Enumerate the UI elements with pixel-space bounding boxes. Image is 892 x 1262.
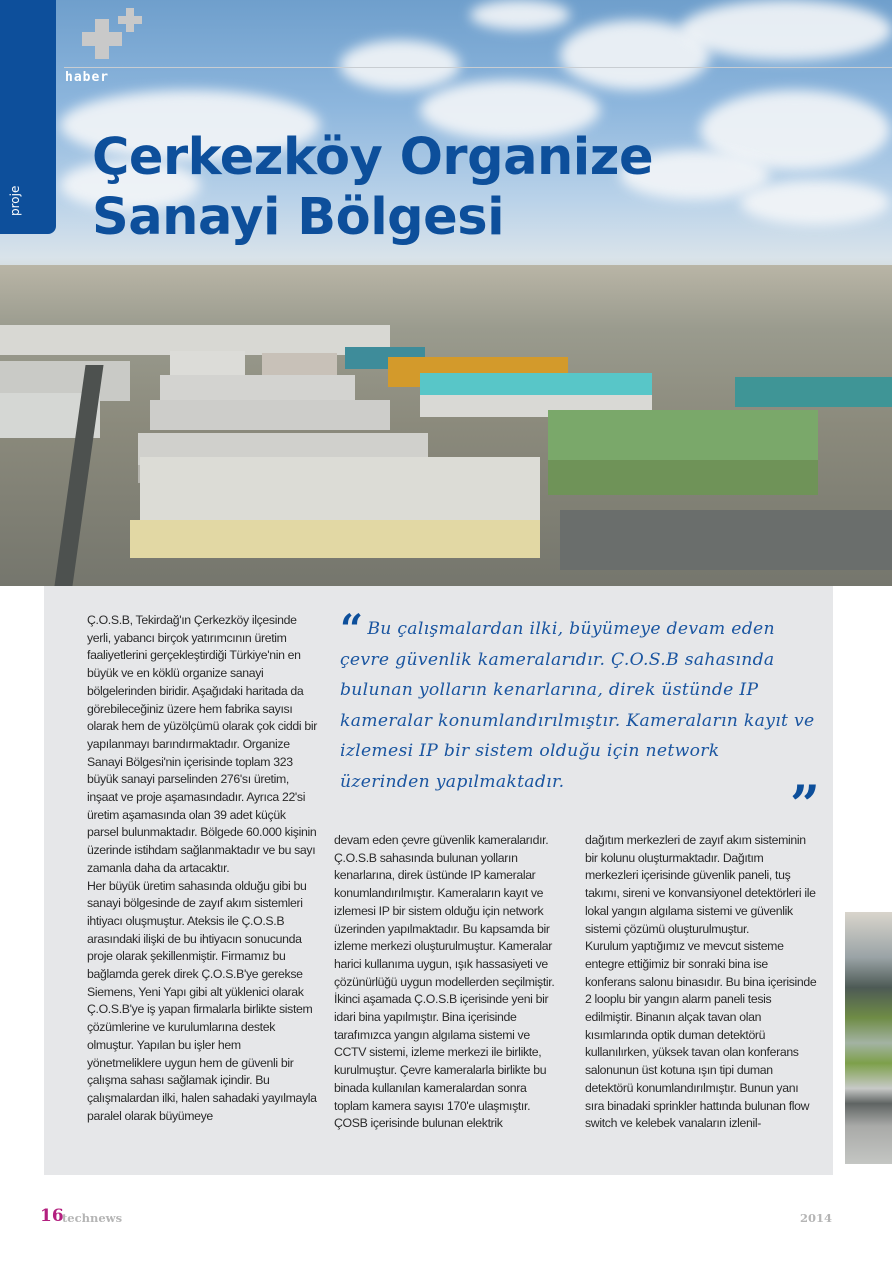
close-quote-icon: ”: [790, 775, 820, 836]
page-number: 16: [40, 1206, 64, 1226]
paragraph: Ç.O.S.B, Tekirdağ'ın Çerkezköy ilçesinde yerli, yabancı birçok yatırımcının üretim faaliyetlerini gerçekleştirdiği Türkiye'nin en büyük ve en köklü organize sanayi bölgelerinden biridir. Aşağıdaki haritada da görebileceğiniz üzere hem fabrika sayısı olarak hem de yüzölçümü olarak çok ciddi bir yapılanmayı barındırmaktadır. Organize Sanayi Bölgesi'nin içerisinde toplam 323 büyük sanayi parselinden 276'sı üretim, inşaat ve proje aşamasındadır. Ayrıca 22'si üretim aşamasında olan 39 adet küçük parsel bulunmaktadır. Bölgede 60.000 kişinin üzerinde istihdam sağlanmaktadır ve bu sayı zamanla daha da artacaktır.: [87, 613, 317, 875]
article-column-1: [87, 612, 317, 1125]
building-wall: [548, 460, 818, 495]
article-column-2: [334, 832, 562, 1133]
header-divider: [64, 67, 892, 68]
factory-roof: [140, 457, 540, 522]
pull-quote-text: Bu çalışmalardan ilki, büyümeye devam eden çevre güvenlik kameralarıdır. Ç.O.S.B sahasında bulunan yolların kenarlarına, direk üstünde IP kameralar konumlandırılmıştır. Kameraların kayıt ve izlemesi IP bir sistem olduğu için network üzerinden yapılmaktadır.: [340, 619, 815, 792]
paragraph: İkinci aşamada Ç.O.S.B içerisinde yeni bir idari bina yapılmıştır. Bina içerisinde tarafımızca yangın algılama sistemi ve CCTV sistemi, izleme merkezi ile birlikte, kurulmuştur. Çevre kameralarla birlikte bu binada kullanılan kameralardan sonra toplam kamera sayısı 170'e ulaşmıştır. ÇOSB içerisinde bulunan elektrik: [334, 992, 549, 1131]
factory-roof: [160, 375, 355, 400]
paragraph: Her büyük üretim sahasında olduğu gibi bu sanayi bölgesinde de zayıf akım sistemleri ihtiyacı oluşmuştur. Ateksis ile Ç.O.S.B arasındaki ilişki de bu ihtiyacın sonucunda proje olarak şekillenmiştir. Firmamız bu bağlamda gerek direk Ç.O.S.B'ye gerekse Siemens, Yeni Yapı gibi alt yüklenici olarak Ç.O.S.B'ye iş yapan firmalarla birlikte sistem çözümlerine ve kurulumlarına destek olmuştur. Yapılan bu işler hem yönetmeliklere uygun hem de güvenli bir çalışma sahası sağlamak içindir. Bu çalışmalardan ilki, halen sahadaki yayılmayla paralel olarak büyümeye: [87, 878, 317, 1123]
industrial-ground: [0, 265, 892, 586]
paragraph: devam eden çevre güvenlik kameralarıdır. Ç.O.S.B sahasında bulunan yolların kenarlarına, direk üstünde IP kameralar konumlandırılmıştır. Kameraların kayıt ve izlemesi IP bir sistem olduğu için network üzerinden yapılmaktadır. Bu kapsamda bir izleme merkezi oluşturulmuştur. Kameralar harici kullanıma uygun, ışık hassasiyeti ve çözünürlüğü uygun modellerden seçilmiştir.: [334, 833, 555, 989]
cloud-shape: [740, 180, 890, 225]
page-title: [92, 128, 653, 248]
section-label: haber: [65, 70, 110, 85]
side-photo-crop: [845, 912, 892, 1164]
publication-year: 2014: [800, 1211, 833, 1225]
plus-icon: [118, 8, 142, 32]
title-line-2: Sanayi Bölgesi: [92, 188, 505, 247]
cloud-shape: [340, 40, 460, 90]
cloud-shape: [680, 0, 892, 60]
hero-aerial-photo: [0, 0, 892, 586]
paragraph: Kurulum yaptığımız ve mevcut sisteme entegre ettiğimiz bir sonraki bina ise konferans salonu binasıdır. Bu bina içerisinde 2 looplu bir yangın alarm paneli tesis edilmiştir. Binanın alçak tavan olan kısımlarında optik duman detektörü kullanılırken, yüksek tavan olan konferans salonunun üst kotuna ışın tipi duman detektörü konumlandırılmıştır. Bunun yanı sıra binadaki sprinkler hattında bulunan flow switch ve kelebek vanaların izlenil-: [585, 939, 817, 1131]
title-line-1: Çerkezköy Organize: [92, 128, 654, 187]
section-tab-label: proje: [8, 185, 22, 216]
plus-icon: [82, 19, 122, 59]
pull-quote: [340, 606, 815, 797]
open-quote-icon: “: [340, 606, 364, 653]
building-wall-yellow: [130, 520, 540, 558]
section-side-tab: [0, 0, 56, 234]
paragraph: dağıtım merkezleri de zayıf akım sisteminin bir kolunu oluşturmaktadır. Dağıtım merkezleri içerisinde güvenlik paneli, tuş takımı, sireni ve konvansiyonel detektörleri ile lokal yangın algılama sistemi ve güvenlik sistemi çözümü oluşturulmuştur.: [585, 833, 816, 936]
teal-roof-building: [735, 377, 892, 407]
factory-roof: [150, 400, 390, 430]
cloud-shape: [470, 0, 570, 30]
truck-lot: [560, 510, 892, 570]
publication-name: technews: [62, 1211, 123, 1225]
article-column-3: [585, 832, 817, 1133]
